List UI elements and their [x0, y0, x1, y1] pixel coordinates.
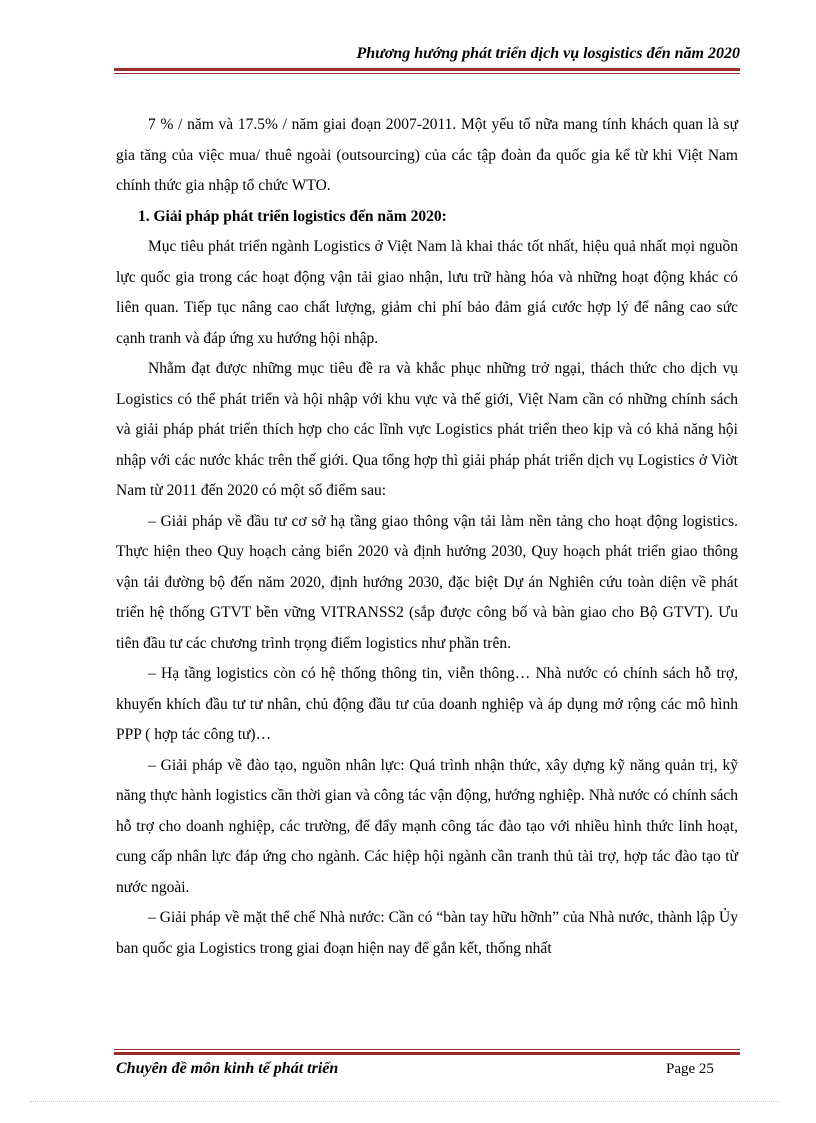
header-rule [114, 68, 740, 74]
document-body [116, 110, 738, 964]
paragraph-5: – Hạ tầng logistics còn có hệ thống thông tin, viễn thông… Nhà nước có chính sách hỗ trợ, khuyến khích đầu tư tư nhân, chủ động đầu tư của doanh nghiệp và áp dụng mở rộng các mô hình PPP ( hợp tác công tư)… [116, 665, 738, 743]
paragraph-4: – Giải pháp về đầu tư cơ sở hạ tầng giao thông vận tải làm nền tảng cho hoạt động logistics. Thực hiện theo Quy hoạch cảng biển 2020 và định hướng 2030, Quy hoạch phát triển giao thông vận tải đường bộ đến năm 2020, định hướng 2030, đặc biệt Dự án Nghiên cứu toàn diện về phát triển hệ thống GTVT bền vững VITRANSS2 (sắp được công bố và bàn giao cho Bộ GTVT). Ưu tiên đầu tư các chương trình trọng điểm logistics như phần trên. [116, 512, 738, 652]
paragraph-3: Nhằm đạt được những mục tiêu đề ra và khắc phục những trở ngại, thách thức cho dịch vụ Logistics có thể phát triển và hội nhập với khu vực và thế giới, Việt Nam cần có những chính sách và giải pháp phát triển thích hợp cho các lĩnh vực Logistics phát triển theo kịp và có khả năng hội nhập với các nước khác trên thế giới. Qua tổng hợp thì giải pháp phát triển dịch vụ Logistics ở Viờt Nam từ 2011 đến 2020 có một số điểm sau: [116, 360, 738, 499]
paragraph-7: – Giải pháp về mặt thể chế Nhà nước: Cần có “bàn tay hữu hỡnh” của Nhà nước, thành lập Ủy ban quốc gia Logistics trong giai đoạn hiện nay để gắn kết, thống nhất [116, 909, 738, 957]
paragraph-2: Mục tiêu phát triển ngành Logistics ở Việt Nam là khai thác tốt nhất, hiệu quả nhất mọi nguồn lực quốc gia trong các hoạt động vận tải giao nhận, lưu trữ hàng hóa và những hoạt động khác có liên quan. Tiếp tục nâng cao chất lượng, giảm chi phí bảo đảm giá cước hợp lý để nâng cao sức cạnh tranh và đáp ứng xu hướng hội nhập. [116, 238, 738, 347]
paragraph-1: 7 % / năm và 17.5% / năm giai đoạn 2007-2011. Một yếu tố nữa mang tính khách quan là sự gia tăng của việc mua/ thuê ngoài (outsourcing) của các tập đoàn đa quốc gia kể từ khi Việt Nam chính thức gia nhập tổ chức WTO. [116, 116, 738, 194]
page-boundary [30, 1101, 780, 1102]
paragraph-6: – Giải pháp về đào tạo, nguồn nhân lực: Quá trình nhận thức, xây dựng kỹ năng quản trị, kỹ năng thực hành logistics cần thời gian và công tác vận động, hướng nghiệp. Nhà nước có chính sách hỗ trợ cho doanh nghiệp, các trường, để đẩy mạnh công tác đào tạo với nhiều hình thức linh hoạt, cung cấp nhân lực đáp ứng cho ngành. Các hiệp hội ngành cần tranh thủ tài trợ, hợp tác đào tạo từ nước ngoài. [116, 756, 738, 896]
page-header-title: Phương hướng phát triển dịch vụ losgistics đến năm 2020 [356, 45, 740, 62]
section-heading: 1. Giải pháp phát triển logistics đến năm 2020: [138, 207, 447, 225]
footer-rule [114, 1049, 740, 1055]
footer-title: Chuyên đề môn kinh tế phát triển [116, 1060, 339, 1077]
page-number: Page 25 [666, 1061, 714, 1077]
